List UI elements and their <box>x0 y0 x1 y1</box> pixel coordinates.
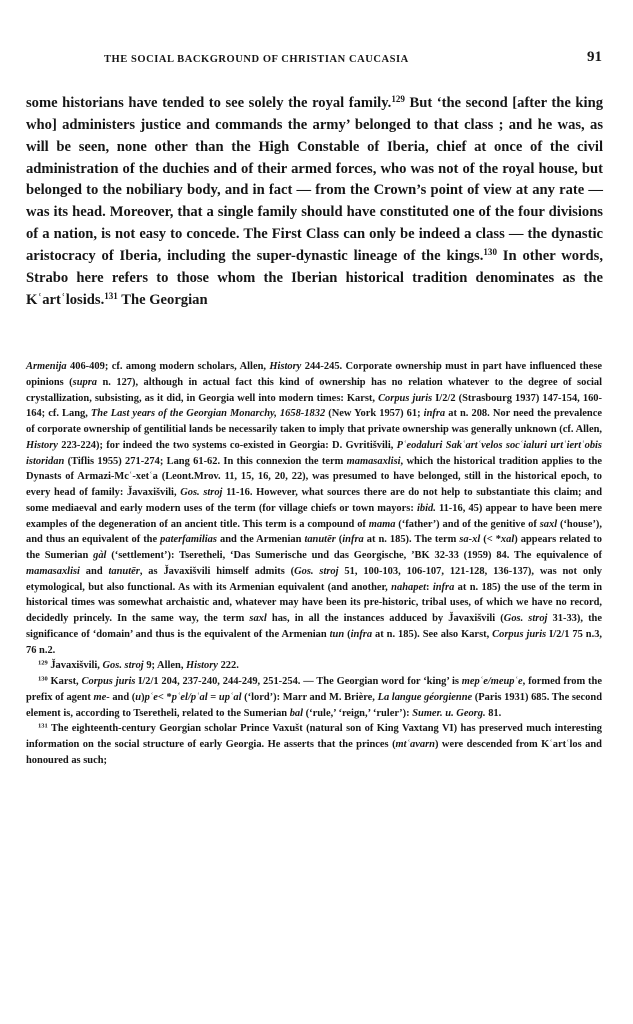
italic-text: La langue géorgienne <box>377 691 473 703</box>
italic-text: Gos. stroj <box>102 660 144 672</box>
italic-text: pʿel/pʿal <box>171 691 208 703</box>
text-run: (Paris 1931) 685. The second element is, according to Tseretheli, related to the Sumerian <box>26 691 603 719</box>
text-run: 11-16. However, what sources there are do not help to substantiate this claim; and some mediaeval and early modern uses of the term (for village chiefs or town mayors: <box>26 487 602 514</box>
text-run: I/2/1 204, 237-240, 244-249, 251-254. — The Georgian word for ‘king’ is <box>135 676 462 687</box>
italic-text: ibid. <box>416 502 436 514</box>
text-run: (‘rule,’ ‘reign,’ ‘ruler’): <box>303 707 413 719</box>
footnote-130 <box>26 674 602 721</box>
italic-text: tun <box>329 628 345 640</box>
text-run: < * <box>157 691 172 703</box>
italic-text: Gos. stroj <box>503 613 548 624</box>
italic-text: pʿe <box>144 691 158 703</box>
text-run: n. 127), although in actual fact this kind of ownership has no relation whatever to the degree of social crystallization, subsisting, as it did, in Georgia well into modern times: Karst, <box>26 376 602 404</box>
text-run: at n. 208. Nor need the prevalence of corporate ownership of gentilitial lands be necessarily taken to imply that private ownership was generally unknown (cf. Allen, <box>26 408 602 435</box>
italic-text: infra <box>342 534 364 546</box>
italic-text: Pʿeodaluri Sakʿartʿvelos socʿialuri urtʿiertʿobis istoridan <box>26 439 602 467</box>
footnote-ref-130[interactable]: 130 <box>483 246 497 257</box>
text-run: ) appears related to the Sumerian <box>26 534 602 561</box>
text-run: and the Armenian <box>216 534 305 546</box>
text-run: ( <box>344 628 351 640</box>
footnote-128-continued <box>26 359 602 658</box>
text-run: The eighteenth-century Georgian scholar Prince Vaxušt (natural son of King Vaxtang VI) has preserved much interesting information on the social structure of early Georgia. He asserts that the princes ( <box>26 723 602 750</box>
italic-text: bal <box>289 707 304 719</box>
text-run: , which the historical tradition applies to the Dynasts of Armazi-Mcʿ-xetʿa (Leont.Mrov. 11, 15, 16, 20, 22), was presumed to have belonged, still in the historical epoch, to every head of family: J̌avaxišvili, <box>26 455 602 498</box>
text-run: , formed from the prefix of agent <box>26 676 602 703</box>
italic-text: Corpus juris <box>378 392 433 404</box>
italic-text: infra <box>350 628 373 640</box>
text-run: 11-16, 45) appear to have been mere examples of the degeneration of an ancient title. This term is a compound of <box>26 502 602 530</box>
text-run: (New York 1957) 61; <box>325 408 424 420</box>
italic-text: xal <box>500 534 515 546</box>
text-run: (‘house’), and thus an equivalent of the <box>26 518 603 546</box>
body-segment: But ‘the second [after the king who] administers justice and commands the army’ belonged to that class ; and he was, as will be seen, none other than the High Constable of Iberia, chief at once of the civil administration of the duchies and of their armed forces, who was not of the royal house, but belonged to the nobiliary body, and in fact — from the Crown’s point of view at any rate — was its head. Moreover, that a single family should have constituted one of the four divisions of a nation, is not easy to concede. The First Class can only be indeed a class — the dynastic aristocracy of Iberia, including the super-dynastic lineage of the kings. <box>26 95 603 264</box>
italic-text: supra <box>72 376 98 388</box>
italic-text: Corpus juris <box>492 628 547 640</box>
text-run: 222. <box>217 660 239 672</box>
text-run: : <box>425 581 433 593</box>
italic-text: nahapet <box>391 581 426 593</box>
italic-text: History <box>26 439 58 451</box>
italic-text: infra <box>432 581 455 593</box>
italic-text: me- <box>93 691 110 703</box>
italic-text: gàl <box>93 550 107 561</box>
italic-text: sa-xl <box>459 534 481 546</box>
text-run: 9; Allen, <box>143 660 187 672</box>
italic-text: Gos. stroj <box>180 487 223 498</box>
footnote-number: 131 <box>38 722 48 730</box>
body-segment: The Georgian <box>117 291 208 308</box>
italic-text: mama <box>368 518 396 530</box>
text-run: = <box>207 691 219 703</box>
italic-text: History <box>186 660 218 672</box>
running-head: THE SOCIAL BACKGROUND OF CHRISTIAN CAUCASIA <box>104 54 409 65</box>
text-run: (‘lord’): Marr and M. Brière, <box>241 691 378 703</box>
text-run: ) <box>141 691 145 703</box>
italic-text: mamasaxlisi <box>26 565 80 577</box>
text-run: J̌avaxišvili, <box>47 660 103 672</box>
italic-text: u <box>135 691 142 703</box>
italic-text: infra <box>423 408 446 420</box>
text-run: 31-33), the significance of ‘domain’ and thus is the equivalent of the Armenian <box>26 613 602 640</box>
text-run: 223-224); for indeed the two systems co-existed in Georgia: D. Gvritišvili, <box>57 439 397 451</box>
italic-text: mamasaxlisi <box>346 455 401 467</box>
text-run: Karst, <box>47 676 82 687</box>
body-paragraph <box>26 93 603 311</box>
text-run: 81. <box>485 707 502 719</box>
italic-text: saxl <box>539 518 558 530</box>
text-run: 244-245. Corporate ownership must in part have influenced these opinions ( <box>26 361 603 388</box>
footnote-number: 129 <box>38 659 48 667</box>
italic-text: Armenija <box>26 361 67 372</box>
italic-text: upʿal <box>218 691 242 703</box>
body-segment: In other words, Strabo here refers to those whom the Iberian historical tradition denominates as the Kʿartʿlosids. <box>26 247 604 308</box>
footnote-131 <box>26 721 602 768</box>
text-run: (< * <box>480 534 501 546</box>
text-run: I/2/1 75 n.3, 76 n.2. <box>26 628 603 656</box>
body-segment: some historians have tended to see solely the royal family. <box>26 95 392 111</box>
text-run: I/2/2 (Strasbourg 1937) 147-154, 160-164; cf. Lang, <box>26 392 602 420</box>
italic-text: Sumer. u. Georg. <box>412 707 486 719</box>
italic-text: saxl <box>249 613 267 624</box>
text-run: and ( <box>109 691 136 703</box>
footnote-ref-131[interactable]: 131 <box>104 290 118 301</box>
footnote-129 <box>26 658 602 674</box>
text-run: at n. 185). See also Karst, <box>372 628 493 640</box>
page-number: 91 <box>587 49 602 65</box>
italic-text: tanutēr <box>304 534 336 546</box>
italic-text: mtʿavarn <box>395 739 435 750</box>
italic-text: History <box>269 361 302 372</box>
text-run: (‘settlement’): Tseretheli, ‘Das Sumerische und das Georgische, ’BK 32-33 (1959) 84. The equivalence of <box>106 550 602 561</box>
italic-text: The Last years of the Georgian Monarchy, 1658-1832 <box>90 408 326 420</box>
footnote-number: 130 <box>38 675 48 683</box>
italic-text: mepʿe/meupʿe <box>461 676 523 687</box>
italic-text: Gos. stroj <box>294 565 339 577</box>
text-run: 406-409; cf. among modern scholars, Allen, <box>66 361 270 372</box>
italic-text: paterfamilias <box>160 534 217 546</box>
text-run: , as J̌avaxišvili himself admits ( <box>139 565 295 577</box>
text-run: at n. 185) the use of the term in historical times was somewhat archaistic and, whatever may have been its pre-historic, tribal uses, of which we have no record, decidedly princely. In the same way, the term <box>26 581 602 624</box>
text-run: ( <box>335 534 343 546</box>
text-run: has, in all the instances adduced by J̌avaxišvili ( <box>266 613 504 624</box>
italic-text: tanutēr <box>108 565 140 577</box>
text-run: at n. 185). The term <box>363 534 460 546</box>
text-run: 51, 100-103, 106-107, 121-128, 136-137), was not only etymological, but also functional. As with its Armenian equivalent (and another, <box>26 565 603 593</box>
page-header <box>26 51 602 71</box>
text-run: (‘father’) and of the genitive of <box>395 518 540 530</box>
text-run: ) were descended from Kʿartʿlos and honoured as such; <box>26 739 602 766</box>
text-run: (Tiflis 1955) 271-274; Lang 61-62. In this connexion the term <box>64 455 347 467</box>
italic-text: Corpus juris <box>81 676 136 687</box>
footnote-ref-129[interactable]: 129 <box>391 94 405 105</box>
text-run: and <box>79 565 109 577</box>
footnotes <box>26 359 602 769</box>
